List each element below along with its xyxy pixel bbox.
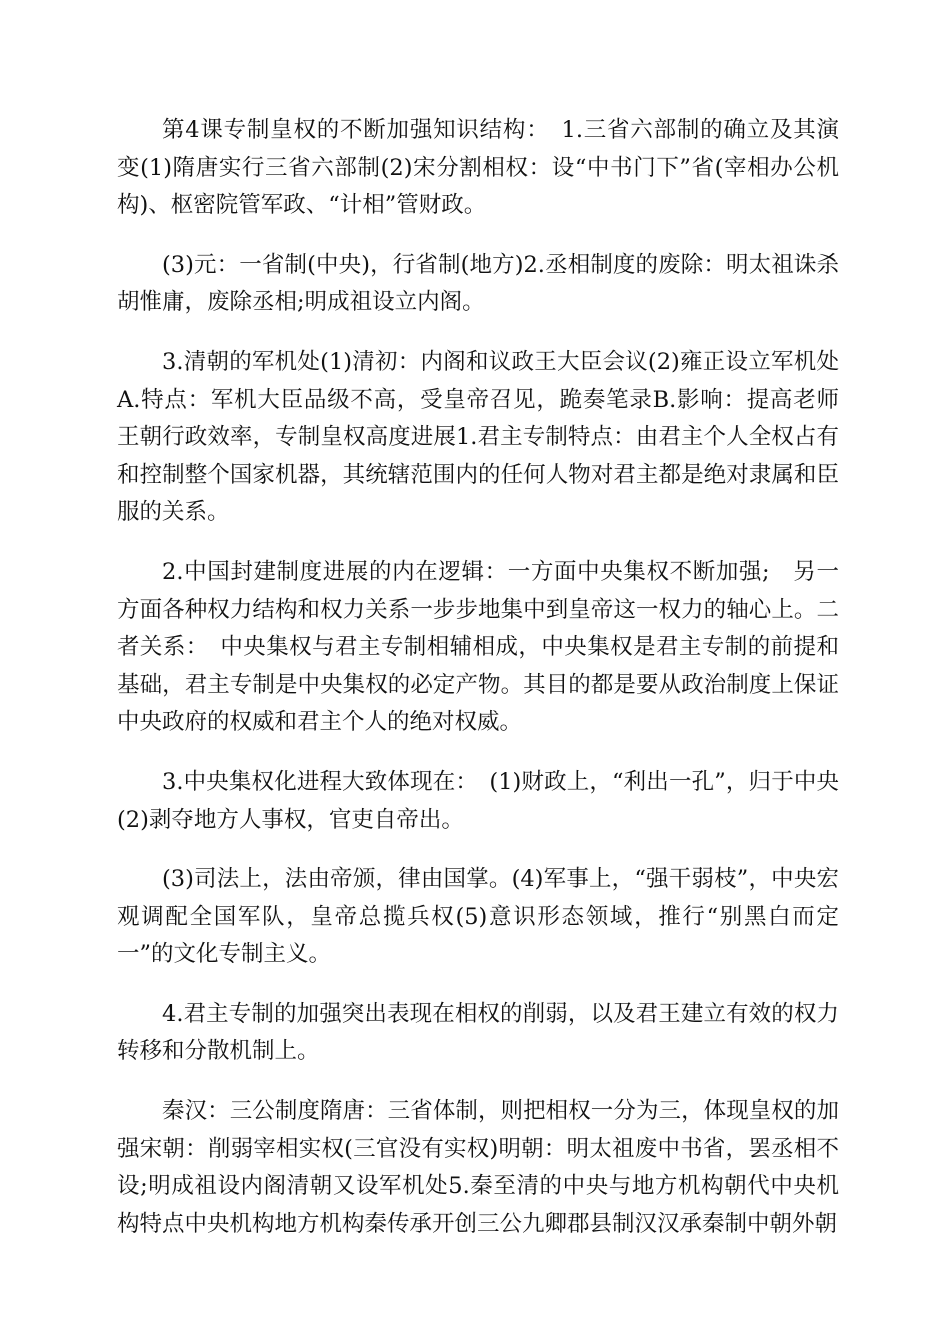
- paragraph-8: 秦汉：三公制度隋唐：三省体制，则把相权一分为三，体现皇权的加强宋朝：削弱宰相实权(三官没有实权)明朝：明太祖废中书省，罢丞相不设;明成祖设内阁清朝又设军机处5.秦至清的中央与地方机构朝代中央机构特点中央机构地方机构秦传承开创三公九卿郡县制汉汉承秦制中朝外朝: [117, 1098, 839, 1237]
- paragraph-2: (3)元：一省制(中央)，行省制(地方)2.丞相制度的废除：明太祖诛杀胡惟庸，废除丞相;明成祖设立内阁。: [117, 251, 839, 316]
- paragraph-1: 第4课专制皇权的不断加强知识结构： 1.三省六部制的确立及其演变(1)隋唐实行三省六部制(2)宋分割相权：设“中书门下”省(宰相办公机构)、枢密院管军政、“计相”管财政。: [117, 117, 839, 219]
- paragraph-6: (3)司法上，法由帝颁，律由国掌。(4)军事上，“强干弱枝”，中央宏观调配全国军队，皇帝总揽兵权(5)意识形态领域，推行“别黑白而定一”的文化专制主义。: [117, 866, 839, 968]
- paragraph-5: 3.中央集权化进程大致体现在： (1)财政上，“利出一孔”，归于中央(2)剥夺地方人事权，官吏自帝出。: [117, 768, 839, 833]
- paragraph-4: 2.中国封建制度进展的内在逻辑：一方面中央集权不断加强; 另一方面各种权力结构和权力关系一步步地集中到皇帝这一权力的轴心上。二者关系： 中央集权与君主专制相辅相成，中央集权是君主专制的前提和基础，君主专制是中央集权的必定产物。其目的都是要从政治制度上保证中央政府的权威和君主个人的绝对权威。: [117, 558, 839, 736]
- paragraph-3: 3.清朝的军机处(1)清初：内阁和议政王大臣会议(2)雍正设立军机处A.特点：军机大臣品级不高，受皇帝召见，跪奏笔录B.影响：提高老师王朝行政效率，专制皇权高度进展1.君主专制特点：由君主个人全权占有和控制整个国家机器，其统辖范围内的任何人物对君主都是绝对隶属和臣服的关系。: [117, 348, 839, 526]
- paragraph-7: 4.君主专制的加强突出表现在相权的削弱，以及君王建立有效的权力转移和分散机制上。: [117, 1000, 839, 1065]
- document-page: [117, 112, 839, 1265]
